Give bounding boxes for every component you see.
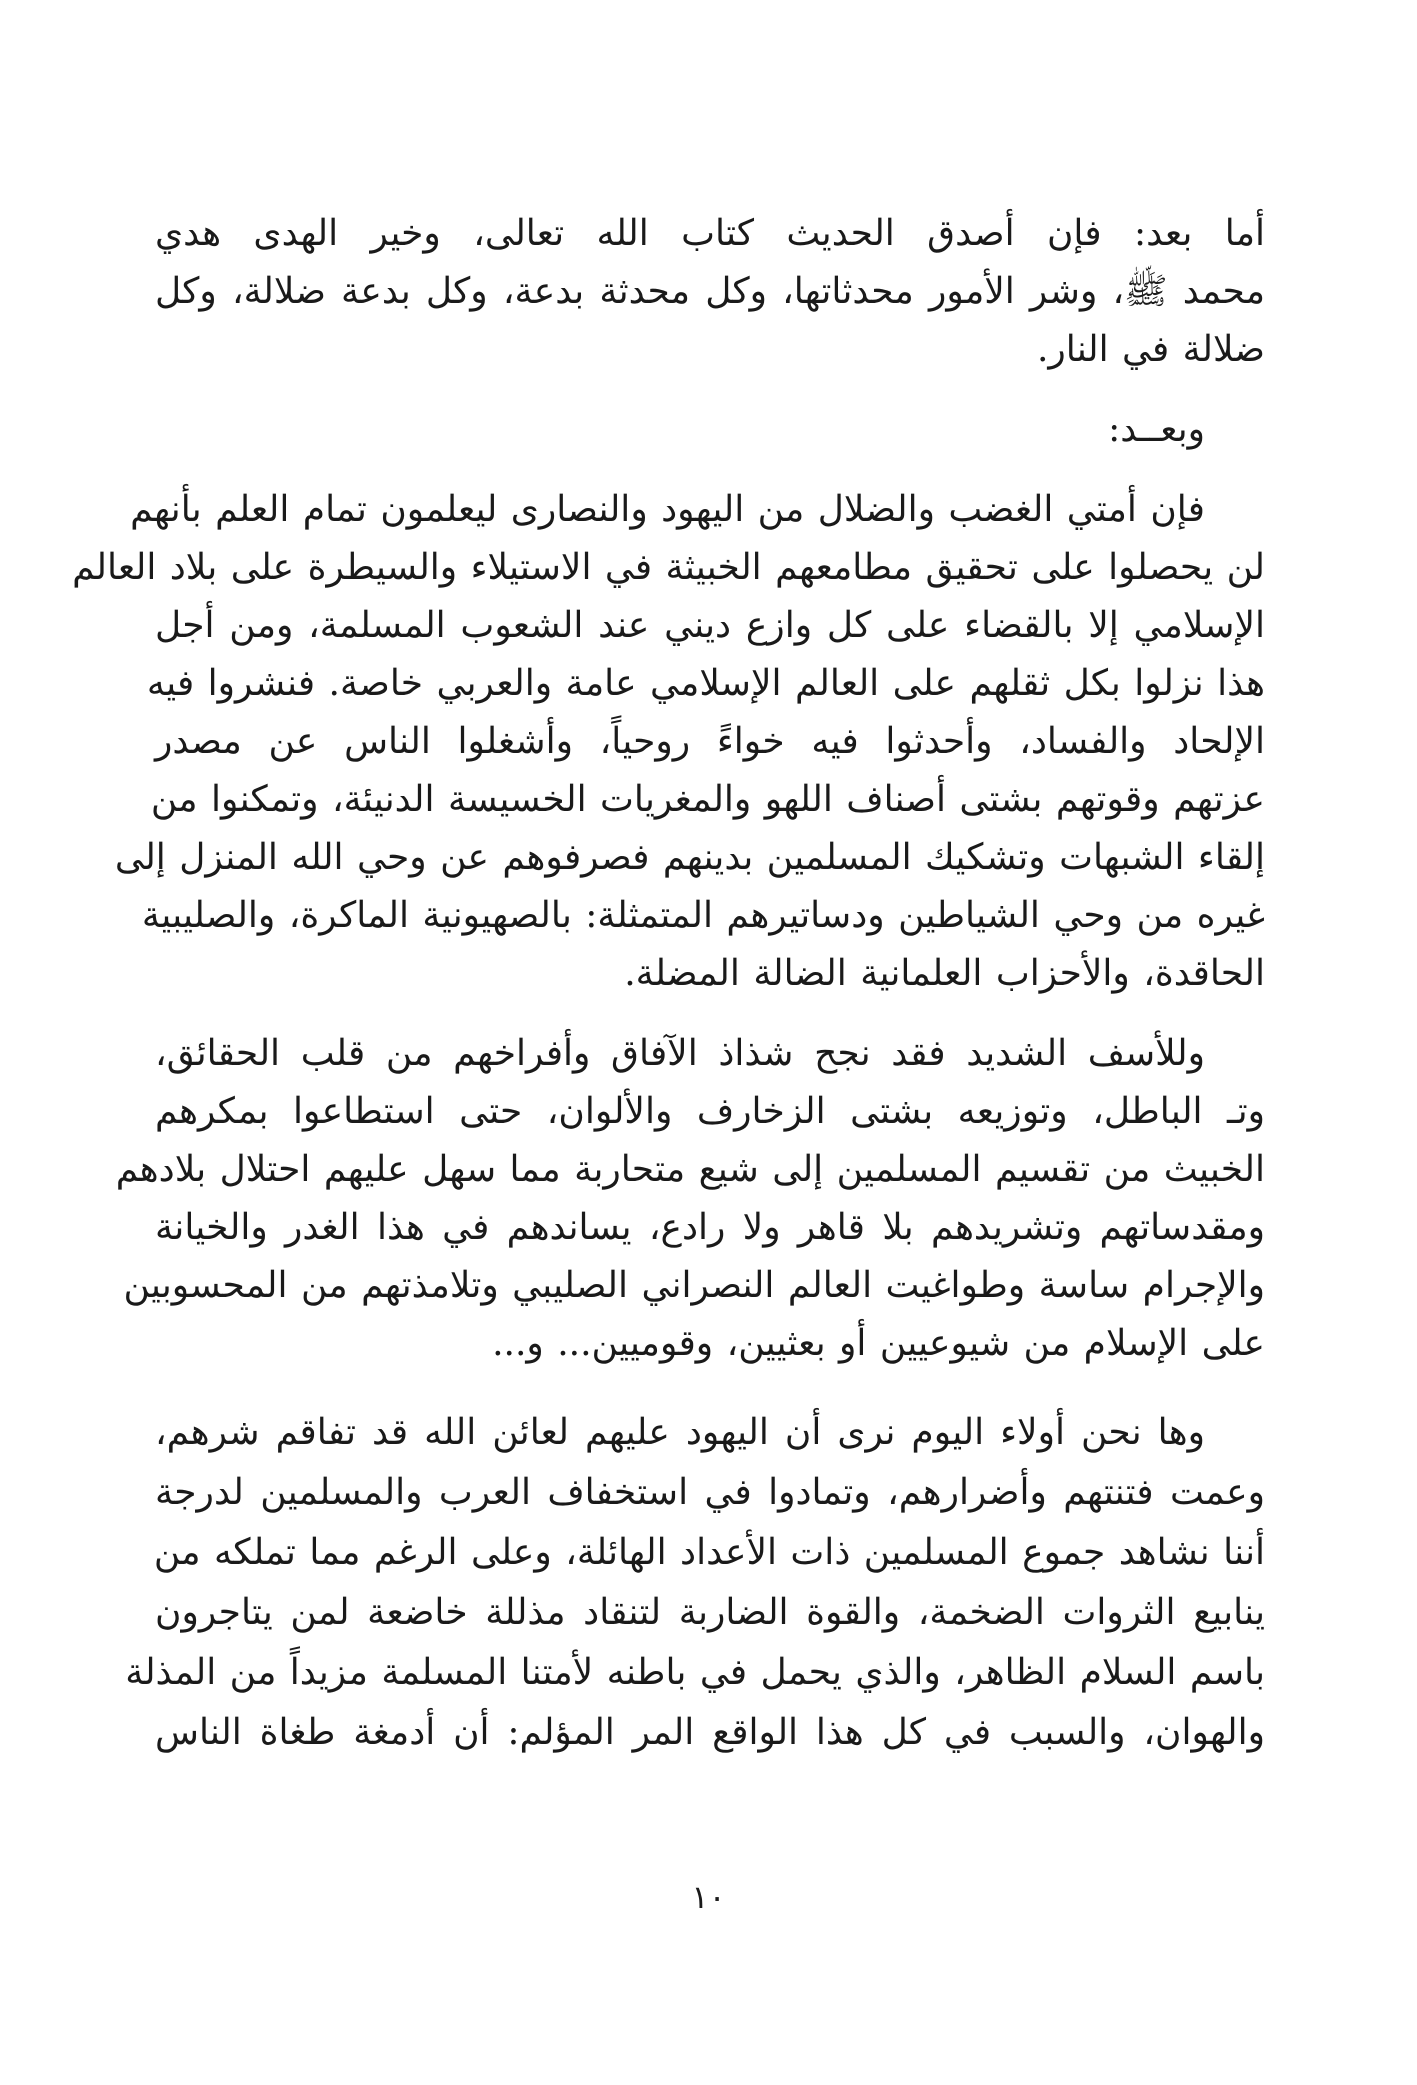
paragraph-3: [125, 1403, 1265, 1763]
text-line: وللأسف الشديد فقد نجح شذاذ الآفاق وأفراخهم من قلب الحقائق،: [155, 1033, 1205, 1074]
text-line: والإجرام ساسة وطواغيت العالم النصراني الصليبي وتلامذتهم من المحسوبين: [123, 1265, 1265, 1306]
paragraph-2: [115, 1025, 1265, 1373]
text-line: ومقدساتهم وتشريدهم بلا قاهر ولا رادع، يساندهم في هذا الغدر والخيانة: [155, 1207, 1265, 1248]
section-heading: وبعــد:: [1108, 409, 1205, 450]
text-line: عزتهم وقوتهم بشتى أصناف اللهو والمغريات الخسيسة الدنيئة، وتمكنوا من: [150, 779, 1265, 820]
text-line: ينابيع الثروات الضخمة، والقوة الضاربة لتنقاد مذللة خاضعة لمن يتاجرون: [155, 1592, 1265, 1633]
text-line: أما بعد: فإن أصدق الحديث كتاب الله تعالى، وخير الهدى هدي: [155, 213, 1265, 254]
text-line: أننا نشاهد جموع المسلمين ذات الأعداد الهائلة، وعلى الرغم مما تملكه من: [153, 1532, 1265, 1573]
text-line: غيره من وحي الشياطين ودساتيرهم المتمثلة: بالصهيونية الماكرة، والصليبية: [141, 895, 1265, 936]
intro-paragraph: [155, 205, 1265, 379]
text-line: وها نحن أولاء اليوم نرى أن اليهود عليهم لعائن الله قد تفاقم شرهم،: [155, 1412, 1205, 1453]
text-line: باسم السلام الظاهر، والذي يحمل في باطنه لأمتنا المسلمة مزيداً من المذلة: [125, 1652, 1265, 1693]
text-line: لن يحصلوا على تحقيق مطامعهم الخبيثة في الاستيلاء والسيطرة على بلاد العالم: [72, 547, 1265, 588]
spacer: [155, 1373, 1265, 1403]
document-page: [72, 205, 1265, 2025]
text-line: وتـ الباطل، وتوزيعه بشتى الزخارف والألوان، حتى استطاعوا بمكرهم: [155, 1091, 1265, 1132]
spacer: [155, 459, 1265, 481]
spacer: [155, 1003, 1265, 1025]
text-line: فإن أمتي الغضب والضلال من اليهود والنصارى ليعلمون تمام العلم بأنهم: [130, 489, 1205, 530]
paragraph-1: [72, 481, 1265, 1003]
text-line: ضلالة في النار.: [1036, 329, 1265, 370]
text-line: الحاقدة، والأحزاب العلمانية الضالة المضلة.: [624, 953, 1265, 994]
text-line: محمد ﷺ، وشر الأمور محدثاتها، وكل محدثة بدعة، وكل بدعة ضلالة، وكل: [155, 271, 1265, 312]
spacer: [155, 379, 1265, 401]
text-line: إلقاء الشبهات وتشكيك المسلمين بدينهم فصرفوهم عن وحي الله المنزل إلى: [114, 837, 1265, 878]
text-line: على الإسلام من شيوعيين أو بعثيين، وقوميين... و...: [492, 1323, 1265, 1364]
text-line: الخبيث من تقسيم المسلمين إلى شيع متحاربة مما سهل عليهم احتلال بلادهم: [115, 1149, 1265, 1190]
text-line: وعمت فتنتهم وأضرارهم، وتمادوا في استخفاف العرب والمسلمين لدرجة: [155, 1472, 1265, 1513]
text-line: هذا نزلوا بكل ثقلهم على العالم الإسلامي عامة والعربي خاصة. فنشروا فيه: [146, 663, 1265, 704]
text-line: والهوان، والسبب في كل هذا الواقع المر المؤلم: أن أدمغة طغاة الناس: [155, 1712, 1265, 1753]
page-number: ١٠: [691, 1878, 726, 1916]
text-line: الإلحاد والفساد، وأحدثوا فيه خواءً روحياً، وأشغلوا الناس عن مصدر: [155, 721, 1265, 762]
text-line: الإسلامي إلا بالقضاء على كل وازع ديني عند الشعوب المسلمة، ومن أجل: [155, 605, 1265, 646]
section-heading-block: [155, 401, 1265, 459]
